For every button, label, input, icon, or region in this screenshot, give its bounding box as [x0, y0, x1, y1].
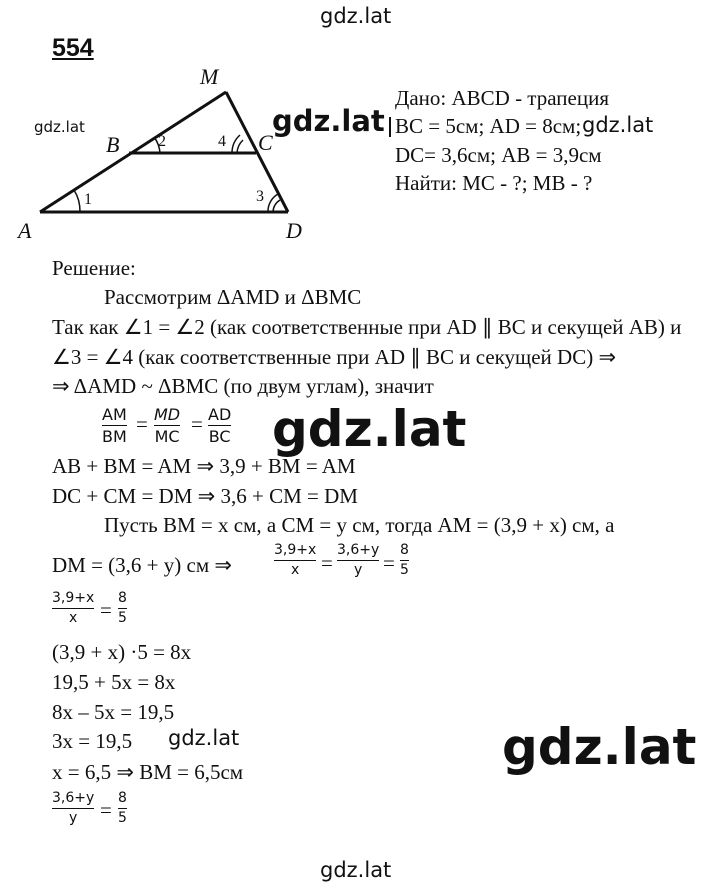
solution-line-6: DC + CM = DM ⇒ 3,6 + CM = DM: [52, 484, 358, 508]
eq8-frac-2: [337, 542, 379, 579]
solution-line-7: Пусть BM = x см, а CM = y см, тогда AM = (3,9 + x) см, а: [104, 513, 615, 537]
eq8-den-1: x: [290, 562, 300, 578]
eq15-frac-1: [52, 790, 94, 827]
label-m: M: [200, 64, 219, 89]
solution-line-5: AB + BM = AM ⇒ 3,9 + BM = AM: [52, 454, 356, 478]
solution-heading: Решение:: [52, 256, 136, 280]
ratio-den-3: BC: [208, 427, 231, 446]
ratio-eq-2: =: [191, 412, 203, 436]
eq8-den-3: 5: [400, 562, 409, 578]
label-c: C: [258, 130, 273, 155]
eq9-frac-1: [52, 590, 94, 627]
solution-line-2: Так как ∠1 = ∠2 (как соответственные при AD ∥ BC и секущей AB) и: [52, 315, 682, 339]
eq9-frac-2: [118, 590, 127, 627]
watermark-line-inline: gdz.lat: [168, 726, 240, 750]
watermark-top: gdz.lat: [320, 4, 392, 28]
given-line-1: Дано: ABCD - трапеция: [395, 86, 609, 110]
ratio-frac-2: [154, 405, 180, 446]
eq8-frac-3: [400, 542, 409, 579]
angle-2-label: 2: [158, 133, 166, 150]
eq9-den-2: 5: [118, 610, 127, 626]
eq15-frac-2: [118, 790, 127, 827]
label-d: D: [286, 218, 302, 243]
eq15-den-2: 5: [118, 810, 127, 826]
ratio-eq-1: =: [136, 412, 148, 436]
angle-3-label: 3: [256, 188, 264, 205]
eq8-den-2: y: [353, 562, 363, 578]
watermark-big-right: gdz.lat: [502, 718, 697, 776]
solution-line-4: ⇒ ΔAMD ~ ΔBMC (по двум углам), значит: [52, 374, 434, 398]
watermark-bottom: gdz.lat: [320, 858, 392, 882]
cursor-bar: [389, 117, 391, 137]
ratio-den-2: MC: [154, 427, 180, 446]
given-line-2: BC = 5см; AD = 8см;: [395, 114, 582, 138]
angle-4-label: 4: [218, 133, 226, 150]
watermark-given-right: gdz.lat: [582, 113, 654, 137]
angle-3-arc-b: [273, 200, 280, 212]
eq15-num-2: 8: [118, 790, 127, 806]
label-a: A: [18, 218, 32, 243]
ratio-num-2: MD: [154, 405, 181, 424]
angle-4-arc-b: [237, 140, 243, 153]
given-line-3: DC= 3,6см; AB = 3,9см: [395, 143, 602, 167]
eq8-eq-1: =: [321, 551, 333, 575]
given-line-4: Найти: MC - ?; MB - ?: [395, 171, 593, 195]
watermark-center: gdz.lat: [272, 400, 467, 458]
solution-line-14: x = 6,5 ⇒ BM = 6,5см: [52, 760, 244, 784]
problem-number: 554: [52, 34, 94, 62]
solution-line-8: DM = (3,6 + y) см ⇒: [52, 553, 232, 577]
ratio-frac-1: [102, 405, 127, 446]
ratio-num-3: AD: [208, 405, 232, 424]
eq8-frac-1: [274, 542, 316, 579]
solution-line-3: ∠3 = ∠4 (как соответственные при AD ∥ BC и секущей DC) ⇒: [52, 345, 617, 369]
solution-line-12: 8x – 5x = 19,5: [52, 700, 175, 724]
angle-1-label: 1: [84, 191, 92, 208]
eq8-num-2: 3,6+y: [337, 542, 380, 558]
eq8-num-3: 8: [400, 542, 409, 558]
ratio-num-1: AM: [102, 405, 127, 424]
eq9-num-2: 8: [118, 590, 127, 606]
eq8-num-1: 3,9+x: [274, 542, 317, 558]
eq9-den-1: x: [68, 610, 78, 626]
watermark-given-inline: gdz.lat: [272, 104, 385, 138]
angle-4-arc-a: [232, 135, 240, 153]
ratio-den-1: BM: [102, 427, 127, 446]
eq9-eq: =: [100, 598, 112, 622]
watermark-diagram: gdz.lat: [34, 118, 85, 136]
eq8-eq-2: =: [383, 551, 395, 575]
solution-line-1: Рассмотрим ΔAMD и ΔBMC: [104, 285, 362, 309]
eq15-den-1: y: [68, 810, 78, 826]
eq9-num-1: 3,9+x: [52, 590, 95, 606]
eq15-num-1: 3,6+y: [52, 790, 95, 806]
solution-line-13: 3x = 19,5: [52, 729, 133, 753]
ratio-frac-3: [208, 405, 231, 446]
angle-1-arc: [74, 190, 80, 212]
solution-line-10: (3,9 + x) ·5 = 8x: [52, 640, 192, 664]
label-b: B: [106, 132, 120, 157]
eq15-eq: =: [100, 798, 112, 822]
solution-line-11: 19,5 + 5x = 8x: [52, 670, 176, 694]
